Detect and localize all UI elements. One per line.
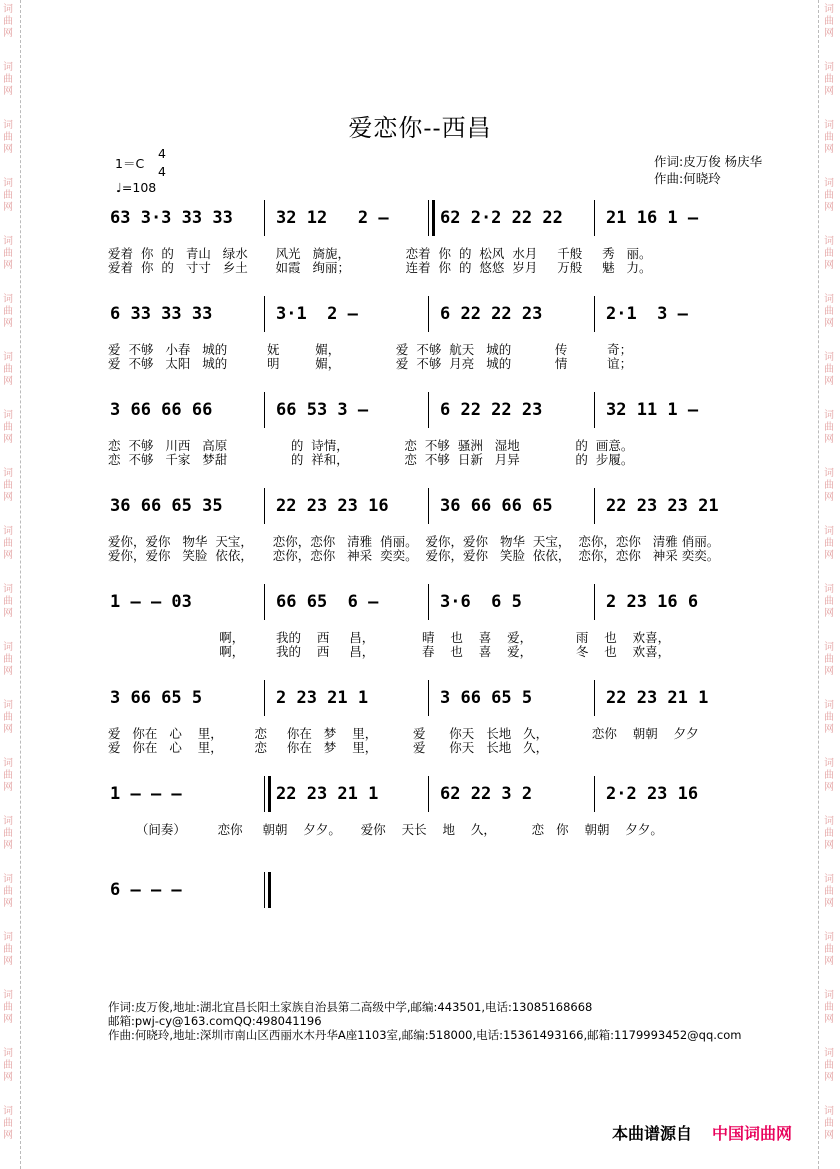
measure: 66 65 6 – bbox=[276, 592, 379, 612]
measure: 1 – – 03 bbox=[110, 592, 192, 612]
bar-line bbox=[264, 200, 265, 236]
double-bar-line bbox=[432, 200, 435, 236]
credits-block bbox=[654, 153, 762, 187]
measure: 6 22 22 23 bbox=[440, 400, 543, 420]
notation-line bbox=[108, 878, 758, 908]
measure: 1 – – – bbox=[110, 784, 182, 804]
watermark-text: 词曲网 bbox=[824, 758, 834, 793]
footer-lyricist-info: 作词:皮万俊,地址:湖北宜昌长阳土家族自治县第二高级中学,邮编:443501,电话:13085168668 bbox=[108, 1000, 593, 1014]
bar-line bbox=[594, 680, 595, 716]
notation-line bbox=[108, 302, 758, 332]
watermark-text: 词曲网 bbox=[824, 4, 834, 39]
source-label: 本曲谱源自 bbox=[612, 1124, 693, 1143]
lyric-verse-2: 恋 不够 千家 梦甜 的 祥和， 恋 不够 日新 月异 的 步履。 bbox=[108, 452, 634, 467]
lyric-verse-1: 爱 你在 心 里， 恋 你在 梦 里， 爱 你天 长地 久， 恋你 朝朝 夕夕 bbox=[108, 726, 699, 741]
watermark-text: 词曲网 bbox=[824, 642, 834, 677]
measure: 3 66 65 5 bbox=[110, 688, 203, 708]
composer-credit: 作曲:何晓玲 bbox=[654, 171, 721, 186]
key-signature: 1＝C bbox=[115, 156, 145, 171]
watermark-text: 词曲网 bbox=[3, 236, 13, 271]
watermark-text: 词曲网 bbox=[3, 410, 13, 445]
notation-line bbox=[108, 782, 758, 812]
measure: 36 66 65 35 bbox=[110, 496, 223, 516]
double-bar-line bbox=[264, 776, 265, 812]
watermark-text: 词曲网 bbox=[3, 120, 13, 155]
bar-line bbox=[264, 488, 265, 524]
watermark-text: 词曲网 bbox=[824, 1106, 834, 1141]
tempo-marking: ♩=108 bbox=[116, 180, 157, 195]
measure: 22 23 21 1 bbox=[606, 688, 709, 708]
lyric-verse-1: 爱你，爱你 物华 天宝， 恋你，恋你 清雅 俏丽。 爱你，爱你 物华 天宝， 恋你，恋你 清雅 俏丽。 bbox=[108, 534, 720, 549]
bar-line bbox=[264, 584, 265, 620]
time-signature-top: 4 bbox=[158, 146, 166, 161]
lyric-verse-2: 爱着 你 的 寸寸 乡土 如霞 绚丽； 连着 你 的 悠悠 岁月 万般 魅 力。 bbox=[108, 260, 652, 275]
bar-line bbox=[428, 296, 429, 332]
watermark-text: 词曲网 bbox=[3, 700, 13, 735]
watermark-text: 词曲网 bbox=[3, 758, 13, 793]
watermark-text: 词曲网 bbox=[3, 1106, 13, 1141]
double-bar-line bbox=[268, 872, 271, 908]
lyric-verse-1: （间奏） 恋你 朝朝 夕夕。 爱你 天长 地 久， 恋 你 朝朝 夕夕。 bbox=[108, 822, 663, 837]
watermark-text: 词曲网 bbox=[3, 1048, 13, 1083]
measure: 62 22 3 2 bbox=[440, 784, 533, 804]
measure: 66 53 3 – bbox=[276, 400, 369, 420]
bar-line bbox=[594, 200, 595, 236]
measure: 36 66 66 65 bbox=[440, 496, 553, 516]
watermark-text: 词曲网 bbox=[824, 932, 834, 967]
measure: 2 23 16 6 bbox=[606, 592, 699, 612]
watermark-text: 词曲网 bbox=[3, 62, 13, 97]
bar-line bbox=[264, 296, 265, 332]
measure: 3 66 66 66 bbox=[110, 400, 213, 420]
measure: 2 23 21 1 bbox=[276, 688, 369, 708]
page-border-right bbox=[818, 0, 819, 1169]
watermark-text: 词曲网 bbox=[824, 1048, 834, 1083]
watermark-text: 词曲网 bbox=[3, 352, 13, 387]
bar-line bbox=[428, 584, 429, 620]
double-bar-line bbox=[264, 872, 265, 908]
watermark-text: 词曲网 bbox=[824, 874, 834, 909]
footer-email-info: 邮箱:pwj-cy@163.comQQ:498041196 bbox=[108, 1014, 322, 1028]
bar-line bbox=[428, 488, 429, 524]
measure: 6 22 22 23 bbox=[440, 304, 543, 324]
bar-line bbox=[594, 584, 595, 620]
watermark-text: 词曲网 bbox=[3, 584, 13, 619]
measure: 32 11 1 – bbox=[606, 400, 699, 420]
measure: 21 16 1 – bbox=[606, 208, 699, 228]
watermark-text: 词曲网 bbox=[3, 816, 13, 851]
notation-line bbox=[108, 590, 758, 620]
bar-line bbox=[594, 392, 595, 428]
source-site: 中国词曲网 bbox=[712, 1124, 793, 1143]
notation-line bbox=[108, 206, 758, 236]
bar-line bbox=[264, 680, 265, 716]
watermark-text: 词曲网 bbox=[824, 62, 834, 97]
notation-line bbox=[108, 494, 758, 524]
measure: 3·1 2 – bbox=[276, 304, 358, 324]
measure: 3·6 6 5 bbox=[440, 592, 522, 612]
watermark-text: 词曲网 bbox=[3, 526, 13, 561]
bar-line bbox=[594, 488, 595, 524]
watermark-text: 词曲网 bbox=[824, 236, 834, 271]
bar-line bbox=[428, 776, 429, 812]
bar-line bbox=[428, 680, 429, 716]
watermark-text: 词曲网 bbox=[3, 468, 13, 503]
watermark-text: 词曲网 bbox=[3, 990, 13, 1025]
lyric-verse-2: 爱 不够 太阳 城的 明 媚， 爱 不够 月亮 城的 情 谊； bbox=[108, 356, 633, 371]
watermark-text: 词曲网 bbox=[824, 410, 834, 445]
watermark-text: 词曲网 bbox=[3, 874, 13, 909]
bar-line bbox=[428, 392, 429, 428]
page-border-left bbox=[20, 0, 21, 1169]
bar-line bbox=[594, 296, 595, 332]
song-title: 爱恋你--西昌 bbox=[348, 114, 492, 142]
watermark-text: 词曲网 bbox=[824, 294, 834, 329]
lyricist-credit: 作词:皮万俊 杨庆华 bbox=[654, 154, 763, 169]
lyric-verse-2: 爱你，爱你 笑脸 依依， 恋你，恋你 神采 奕奕。 爱你，爱你 笑脸 依依， 恋你，恋你 神采 奕奕。 bbox=[108, 548, 720, 563]
lyric-verse-1: 爱 不够 小春 城的 妩 媚， 爱 不够 航天 城的 传 奇； bbox=[108, 342, 633, 357]
watermark-text: 词曲网 bbox=[824, 352, 834, 387]
measure: 2·2 23 16 bbox=[606, 784, 699, 804]
measure: 62 2·2 22 22 bbox=[440, 208, 563, 228]
lyric-verse-2: 爱 你在 心 里， 恋 你在 梦 里， 爱 你天 长地 久， bbox=[108, 740, 549, 755]
double-bar-line bbox=[268, 776, 271, 812]
lyric-verse-1: 啊， 我的 西 昌， 晴 也 喜 爱， 雨 也 欢喜， bbox=[108, 630, 671, 645]
measure: 22 23 23 16 bbox=[276, 496, 389, 516]
watermark-text: 词曲网 bbox=[824, 584, 834, 619]
measure: 6 – – – bbox=[110, 880, 182, 900]
time-signature-bottom: 4 bbox=[158, 164, 166, 179]
measure: 6 33 33 33 bbox=[110, 304, 213, 324]
measure: 2·1 3 – bbox=[606, 304, 688, 324]
notation-line bbox=[108, 398, 758, 428]
bar-line bbox=[594, 776, 595, 812]
notation-line bbox=[108, 686, 758, 716]
lyric-verse-1: 爱着 你 的 青山 绿水 风光 旖旎， 恋着 你 的 松风 水月 千般 秀 丽。 bbox=[108, 246, 652, 261]
watermark-text: 词曲网 bbox=[824, 816, 834, 851]
measure: 3 66 65 5 bbox=[440, 688, 533, 708]
watermark-text: 词曲网 bbox=[3, 178, 13, 213]
source-credit bbox=[612, 1121, 792, 1144]
watermark-text: 词曲网 bbox=[3, 4, 13, 39]
watermark-text: 词曲网 bbox=[824, 178, 834, 213]
lyric-verse-2: 啊， 我的 西 昌， 春 也 喜 爱， 冬 也 欢喜， bbox=[108, 644, 671, 659]
measure: 63 3·3 33 33 bbox=[110, 208, 233, 228]
watermark-text: 词曲网 bbox=[824, 468, 834, 503]
watermark-text: 词曲网 bbox=[824, 990, 834, 1025]
lyric-verse-1: 恋 不够 川西 高原 的 诗情， 恋 不够 骚洲 湿地 的 画意。 bbox=[108, 438, 634, 453]
watermark-text: 词曲网 bbox=[824, 120, 834, 155]
watermark-text: 词曲网 bbox=[3, 932, 13, 967]
watermark-text: 词曲网 bbox=[824, 700, 834, 735]
watermark-text: 词曲网 bbox=[3, 642, 13, 677]
measure: 22 23 23 21 bbox=[606, 496, 719, 516]
measure: 32 12 2 – bbox=[276, 208, 389, 228]
bar-line bbox=[264, 392, 265, 428]
measure: 22 23 21 1 bbox=[276, 784, 379, 804]
double-bar-line bbox=[428, 200, 429, 236]
footer-composer-info: 作曲:何晓玲,地址:深圳市南山区西丽水木丹华A座1103室,邮编:518000,电话:15361493166,邮箱:1179993452@qq.com bbox=[108, 1028, 742, 1042]
watermark-text: 词曲网 bbox=[824, 526, 834, 561]
watermark-text: 词曲网 bbox=[3, 294, 13, 329]
